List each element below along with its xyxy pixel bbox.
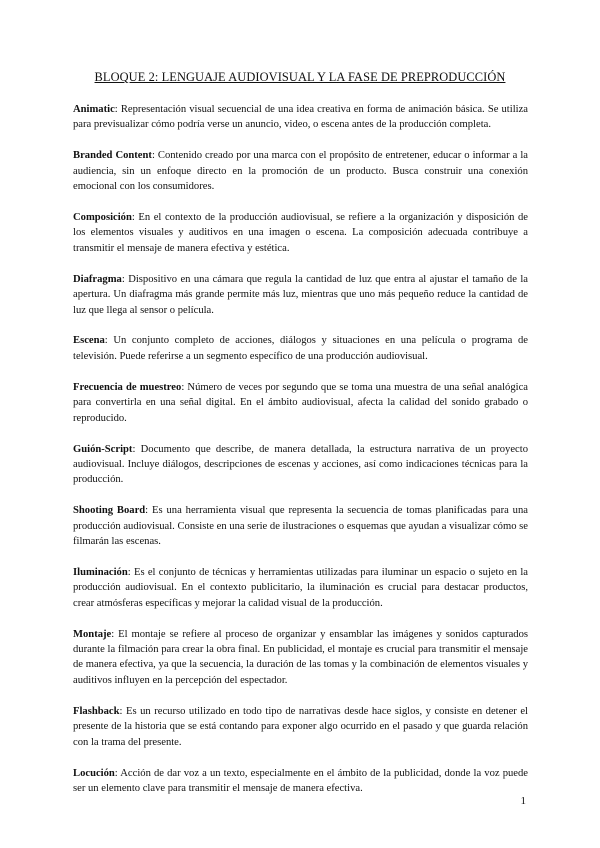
glossary-term: Iluminación: [73, 566, 128, 578]
glossary-term: Animatic: [73, 104, 115, 115]
glossary-entry: [73, 102, 528, 133]
glossary-definition: : Un conjunto completo de acciones, diálogos y situaciones en una película o programa de televisión. Puede referirse a un segmento específico de una producción audiovisual.: [73, 335, 528, 362]
glossary-definition: : Número de veces por segundo que se toma una muestra de una señal analógica para convertirla en una señal digital. En el ámbito audiovisual, afecta la calidad del sonido grabado o reproducido.: [73, 381, 528, 424]
glossary-term: Diafragma: [73, 273, 122, 285]
glossary-definition: : Acción de dar voz a un texto, especialmente en el ámbito de la publicidad, donde la voz puede ser un elemento clave para transmitir el mensaje de manera efectiva.: [73, 767, 528, 794]
glossary-definition: : Documento que describe, de manera detallada, la estructura narrativa de un proyecto audiovisual. Incluye diálogos, descripciones de escenas y acciones, así como indicaciones técnicas para la producción.: [73, 443, 528, 486]
glossary-entry: [73, 442, 528, 488]
glossary-definition: : Contenido creado por una marca con el propósito de entretener, educar o informar a la audiencia, sin un enfoque directo en la promoción de un producto. Busca construir una conexión emocional con los consumidores.: [73, 150, 528, 193]
glossary-definition: : Representación visual secuencial de una idea creativa en forma de animación básica. Se utiliza para previsualizar cómo podría verse un anuncio, video, o escena antes de la producción completa.: [73, 104, 528, 131]
glossary-definition: : El montaje se refiere al proceso de organizar y ensamblar las imágenes y sonidos capturados durante la filmación para crear la obra final. En publicidad, el montaje es crucial para transmitir el mensaje de manera efectiva, ya que la secuencia, la duración de las tomas y la combinación de elementos visuales y auditivos influyen en la percepción del espectador.: [73, 628, 528, 686]
glossary-entry: [73, 503, 528, 549]
glossary-entry: [73, 272, 528, 318]
glossary-entry: [73, 380, 528, 426]
glossary-definition: : Es el conjunto de técnicas y herramientas utilizadas para iluminar un espacio o sujeto en la producción audiovisual. En el contexto publicitario, la iluminación es crucial para destacar productos, crear atmósferas específicas y mejorar la calidad visual de la producción.: [73, 566, 528, 609]
glossary-list: [73, 102, 528, 812]
glossary-term: Montaje: [73, 628, 112, 640]
glossary-entry: [73, 627, 528, 689]
glossary-entry: [73, 565, 528, 611]
glossary-term: Guión-Script: [73, 443, 133, 455]
glossary-term: Escena: [73, 335, 105, 347]
glossary-entry: [73, 148, 528, 194]
glossary-definition: : Dispositivo en una cámara que regula la cantidad de luz que entra al ajustar el tamaño de la apertura. Un diafragma más grande permite más luz, mientras que uno más pequeño reduce la cantidad de luz que llega al sensor o película.: [73, 273, 528, 316]
glossary-entry: [73, 210, 528, 256]
page-title: BLOQUE 2: LENGUAJE AUDIOVISUAL Y LA FASE DE PREPRODUCCIÓN: [94, 70, 506, 84]
glossary-definition: : En el contexto de la producción audiovisual, se refiere a la organización y disposición de los elementos visuales y auditivos en una imagen o escena. La composición adecuada contribuye a transmitir el mensaje de manera efectiva y estética.: [73, 212, 528, 254]
glossary-definition: : Es una herramienta visual que representa la secuencia de tomas planificadas para una producción audiovisual. Consiste en una serie de ilustraciones o esquemas que ayudan a visualizar cómo se filmarán las escenas.: [73, 505, 528, 548]
glossary-entry: [73, 333, 528, 364]
glossary-term: Composición: [73, 212, 132, 224]
glossary-term: Locución: [73, 767, 115, 779]
glossary-definition: : Es un recurso utilizado en todo tipo de narrativas desde hace siglos, y consiste en detener el presente de la historia que se está contando para exponer algo ocurrido en el pasado y que guarda relación con la trama del presente.: [73, 705, 528, 748]
glossary-entry: [73, 704, 528, 750]
glossary-entry: [73, 766, 528, 797]
page-number: 1: [520, 795, 526, 807]
glossary-term: Shooting Board: [73, 505, 146, 517]
glossary-term: Branded Content: [73, 150, 152, 162]
glossary-term: Flashback: [73, 705, 120, 717]
glossary-term: Frecuencia de muestreo: [73, 381, 182, 393]
